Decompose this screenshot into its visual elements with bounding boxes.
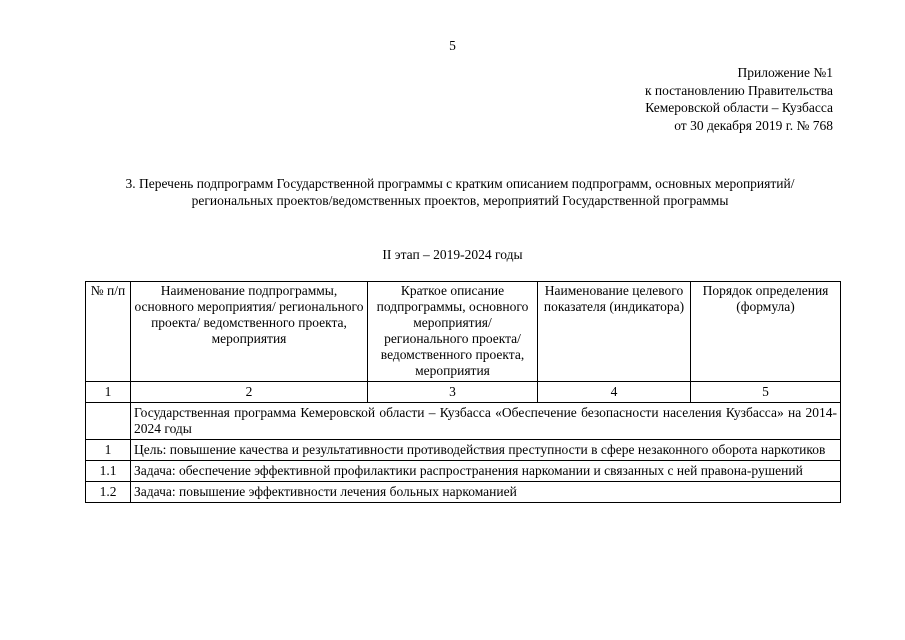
header-name: Наименование подпрограммы, основного мероприятия/ регионального проекта/ ведомственного проекта, мероприятия — [131, 282, 368, 382]
appendix-block — [513, 64, 833, 134]
appendix-line-4: от 30 декабря 2019 г. № 768 — [674, 117, 833, 133]
header-indicator: Наименование целевого показателя (индикатора) — [538, 282, 691, 382]
row-text: Задача: обеспечение эффективной профилактики распространения наркомании и связанных с ней правона-рушений — [131, 461, 841, 482]
table-row — [86, 440, 841, 461]
appendix-line-3: Кемеровской области – Кузбасса — [645, 100, 833, 115]
column-number: 2 — [131, 382, 368, 403]
row-number: 1.1 — [86, 461, 131, 482]
column-number: 1 — [86, 382, 131, 403]
table-row — [86, 482, 841, 503]
header-formula: Порядок определения (формула) — [691, 282, 841, 382]
table-header-row — [86, 282, 841, 382]
table-row — [86, 403, 841, 440]
row-number: 1 — [86, 440, 131, 461]
row-number — [86, 403, 131, 440]
page-number: 5 — [449, 38, 456, 53]
table-row — [86, 461, 841, 482]
appendix-line-2: к постановлению Правительства — [644, 82, 833, 98]
section-title: 3. Перечень подпрограмм Государственной программы с кратким описанием подпрограмм, основных мероприятий/региональных проектов/ведомственных проектов, мероприятий Государственной программы — [125, 176, 795, 208]
subprogram-table — [85, 281, 841, 503]
column-number: 5 — [691, 382, 841, 403]
column-number-row — [86, 382, 841, 403]
appendix-line-1: Приложение №1 — [737, 65, 833, 80]
column-number: 4 — [538, 382, 691, 403]
row-text: Цель: повышение качества и результативности противодействия преступности в сфере незаконного оборота наркотиков — [131, 440, 841, 461]
row-number: 1.2 — [86, 482, 131, 503]
row-text: Государственная программа Кемеровской области – Кузбасса «Обеспечение безопасности населения Кузбасса» на 2014-2024 годы — [131, 403, 841, 440]
column-number: 3 — [368, 382, 538, 403]
stage-label: II этап – 2019-2024 годы — [382, 247, 523, 262]
header-number: № п/п — [86, 282, 131, 382]
row-text: Задача: повышение эффективности лечения больных наркоманией — [131, 482, 841, 503]
header-description: Краткое описание подпрограммы, основного мероприятия/ регионального проекта/ ведомственного проекта, мероприятия — [368, 282, 538, 382]
